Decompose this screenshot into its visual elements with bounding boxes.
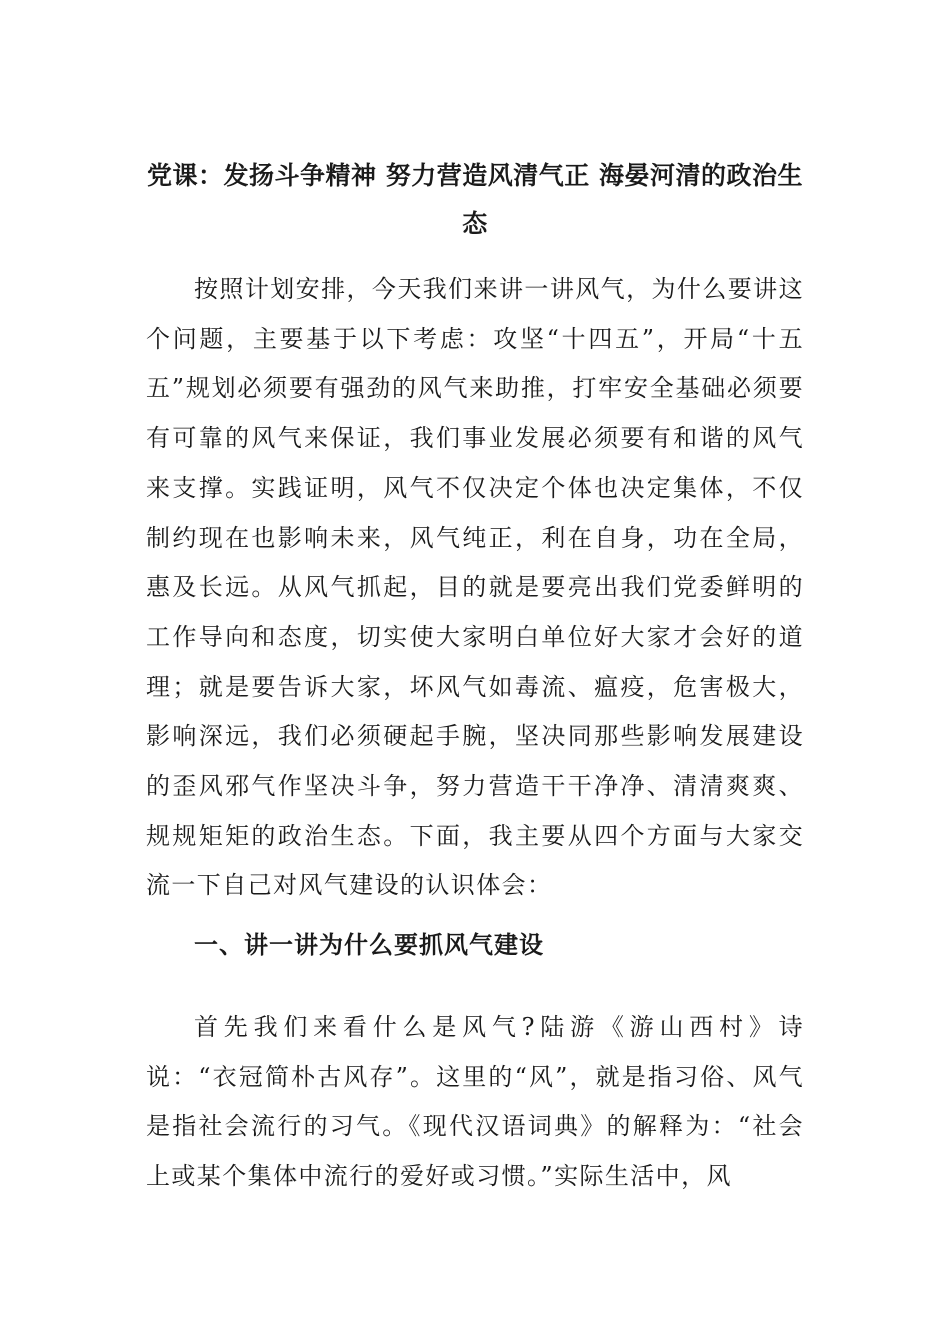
section-paragraph: 首先我们来看什么是风气?陆游《游山西村》诗说：“衣冠简朴古风存”。这里的“风”，就是指习俗、风气是指社会流行的习气。《现代汉语词典》的解释为：“社会上或某个集体中流行的爱好或习惯。”实际生活中，风 (146, 1013, 804, 1191)
section-heading: 一、讲一讲为什么要抓风气建设 (194, 931, 544, 959)
intro-paragraph: 按照计划安排，今天我们来讲一讲风气，为什么要讲这个问题，主要基于以下考虑：攻坚“十四五”，开局“十五五”规划必须要有强劲的风气来助推，打牢安全基础必须要有可靠的风气来保证，我们事业发展必须要有和谐的风气来支撑。实践证明，风气不仅决定个体也决定集体，不仅制约现在也影响未来，风气纯正，利在自身，功在全局，惠及长远。从风气抓起，目的就是要亮出我们党委鲜明的工作导向和态度，切实使大家明白单位好大家才会好的道理；就是要告诉大家，坏风气如毒流、瘟疫，危害极大，影响深远，我们必须硬起手腕，坚决同那些影响发展建设的歪风邪气作坚决斗争，努力营造干干净净、清清爽爽、规规矩矩的政治生态。下面，我主要从四个方面与大家交流一下自己对风气建设的认识体会： (146, 275, 804, 900)
document-title: 党课：发扬斗争精神 努力营造风清气正 海晏河清的政治生态 (147, 161, 803, 238)
